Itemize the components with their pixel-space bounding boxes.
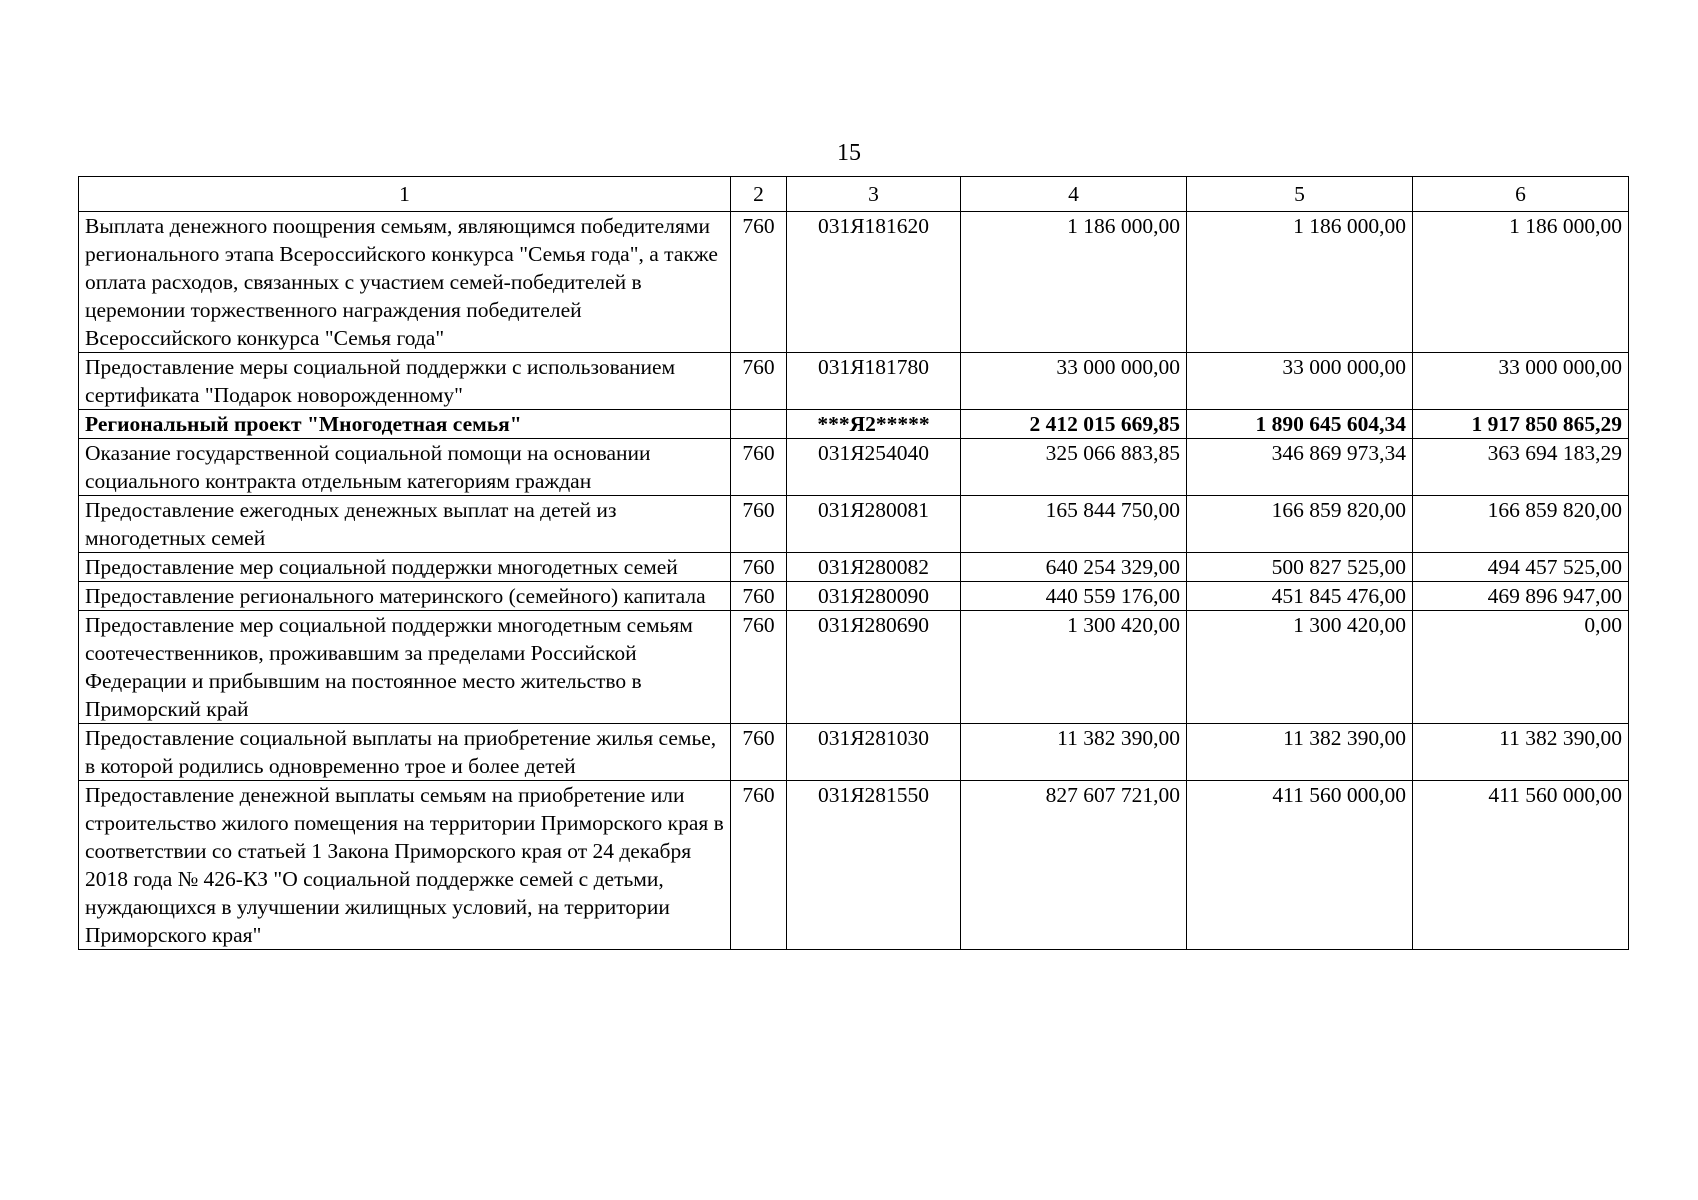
expense-name-cell: Предоставление мер социальной поддержки многодетным семьям соотечественников, проживавшим за пределами Российской Федерации и прибывшим на постоянное место жительство в Приморский край bbox=[79, 611, 731, 724]
grbs-code-cell: 760 bbox=[731, 496, 787, 553]
amount-year2-cell: 346 869 973,34 bbox=[1187, 439, 1413, 496]
expense-name-cell: Предоставление социальной выплаты на приобретение жилья семье, в которой родились одновременно трое и более детей bbox=[79, 724, 731, 781]
table-row bbox=[79, 439, 1629, 496]
table-body bbox=[79, 212, 1629, 950]
table-row bbox=[79, 553, 1629, 582]
grbs-code-cell bbox=[731, 410, 787, 439]
amount-year2-cell: 451 845 476,00 bbox=[1187, 582, 1413, 611]
amount-year2-cell: 500 827 525,00 bbox=[1187, 553, 1413, 582]
header-row bbox=[79, 177, 1629, 212]
table-row bbox=[79, 582, 1629, 611]
amount-year1-cell: 1 300 420,00 bbox=[961, 611, 1187, 724]
amount-year2-cell: 11 382 390,00 bbox=[1187, 724, 1413, 781]
amount-year3-cell: 469 896 947,00 bbox=[1413, 582, 1629, 611]
target-article-cell: 031Я254040 bbox=[787, 439, 961, 496]
amount-year2-cell: 1 890 645 604,34 bbox=[1187, 410, 1413, 439]
target-article-cell: 031Я280690 bbox=[787, 611, 961, 724]
table-row bbox=[79, 781, 1629, 950]
amount-year2-cell: 411 560 000,00 bbox=[1187, 781, 1413, 950]
expense-name-cell: Предоставление регионального материнского (семейного) капитала bbox=[79, 582, 731, 611]
table-row bbox=[79, 353, 1629, 410]
amount-year3-cell: 0,00 bbox=[1413, 611, 1629, 724]
amount-year1-cell: 640 254 329,00 bbox=[961, 553, 1187, 582]
amount-year1-cell: 1 186 000,00 bbox=[961, 212, 1187, 353]
amount-year3-cell: 363 694 183,29 bbox=[1413, 439, 1629, 496]
target-article-cell: 031Я181780 bbox=[787, 353, 961, 410]
table-row bbox=[79, 496, 1629, 553]
header-cell-3: 3 bbox=[787, 177, 961, 212]
amount-year3-cell: 33 000 000,00 bbox=[1413, 353, 1629, 410]
grbs-code-cell: 760 bbox=[731, 781, 787, 950]
expense-name-cell: Предоставление ежегодных денежных выплат на детей из многодетных семей bbox=[79, 496, 731, 553]
grbs-code-cell: 760 bbox=[731, 582, 787, 611]
target-article-cell: 031Я280081 bbox=[787, 496, 961, 553]
header-cell-4: 4 bbox=[961, 177, 1187, 212]
amount-year1-cell: 440 559 176,00 bbox=[961, 582, 1187, 611]
table-row bbox=[79, 724, 1629, 781]
grbs-code-cell: 760 bbox=[731, 353, 787, 410]
amount-year3-cell: 494 457 525,00 bbox=[1413, 553, 1629, 582]
table-row bbox=[79, 611, 1629, 724]
amount-year3-cell: 11 382 390,00 bbox=[1413, 724, 1629, 781]
amount-year3-cell: 411 560 000,00 bbox=[1413, 781, 1629, 950]
amount-year1-cell: 165 844 750,00 bbox=[961, 496, 1187, 553]
header-cell-5: 5 bbox=[1187, 177, 1413, 212]
expense-name-cell: Предоставление денежной выплаты семьям на приобретение или строительство жилого помещения на территории Приморского края в соответствии со статьей 1 Закона Приморского края от 24 декабря 2018 года № 426-КЗ "О социальной поддержке семей с детьми, нуждающихся в улучшении жилищных условий, на территории Приморского края" bbox=[79, 781, 731, 950]
section-row bbox=[79, 410, 1629, 439]
amount-year3-cell: 166 859 820,00 bbox=[1413, 496, 1629, 553]
header-cell-2: 2 bbox=[731, 177, 787, 212]
table-row bbox=[79, 212, 1629, 353]
header-cell-1: 1 bbox=[79, 177, 731, 212]
amount-year2-cell: 1 186 000,00 bbox=[1187, 212, 1413, 353]
amount-year3-cell: 1 917 850 865,29 bbox=[1413, 410, 1629, 439]
grbs-code-cell: 760 bbox=[731, 611, 787, 724]
expense-name-cell: Предоставление мер социальной поддержки многодетных семей bbox=[79, 553, 731, 582]
amount-year1-cell: 827 607 721,00 bbox=[961, 781, 1187, 950]
amount-year2-cell: 166 859 820,00 bbox=[1187, 496, 1413, 553]
budget-table bbox=[78, 176, 1629, 950]
target-article-cell: 031Я281550 bbox=[787, 781, 961, 950]
expense-name-cell: Региональный проект "Многодетная семья" bbox=[79, 410, 731, 439]
expense-name-cell: Выплата денежного поощрения семьям, являющимся победителями регионального этапа Всероссийского конкурса "Семья года", а также оплата расходов, связанных с участием семей-победителей в церемонии торжественного награждения победителей Всероссийского конкурса "Семья года" bbox=[79, 212, 731, 353]
grbs-code-cell: 760 bbox=[731, 212, 787, 353]
amount-year1-cell: 11 382 390,00 bbox=[961, 724, 1187, 781]
grbs-code-cell: 760 bbox=[731, 724, 787, 781]
amount-year1-cell: 33 000 000,00 bbox=[961, 353, 1187, 410]
target-article-cell: ***Я2***** bbox=[787, 410, 961, 439]
target-article-cell: 031Я181620 bbox=[787, 212, 961, 353]
amount-year1-cell: 325 066 883,85 bbox=[961, 439, 1187, 496]
amount-year1-cell: 2 412 015 669,85 bbox=[961, 410, 1187, 439]
target-article-cell: 031Я280090 bbox=[787, 582, 961, 611]
page-number: 15 bbox=[837, 140, 861, 166]
amount-year2-cell: 33 000 000,00 bbox=[1187, 353, 1413, 410]
target-article-cell: 031Я280082 bbox=[787, 553, 961, 582]
grbs-code-cell: 760 bbox=[731, 439, 787, 496]
target-article-cell: 031Я281030 bbox=[787, 724, 961, 781]
expense-name-cell: Оказание государственной социальной помощи на основании социального контракта отдельным категориям граждан bbox=[79, 439, 731, 496]
grbs-code-cell: 760 bbox=[731, 553, 787, 582]
amount-year3-cell: 1 186 000,00 bbox=[1413, 212, 1629, 353]
header-cell-6: 6 bbox=[1413, 177, 1629, 212]
expense-name-cell: Предоставление меры социальной поддержки с использованием сертификата "Подарок новорожденному" bbox=[79, 353, 731, 410]
amount-year2-cell: 1 300 420,00 bbox=[1187, 611, 1413, 724]
